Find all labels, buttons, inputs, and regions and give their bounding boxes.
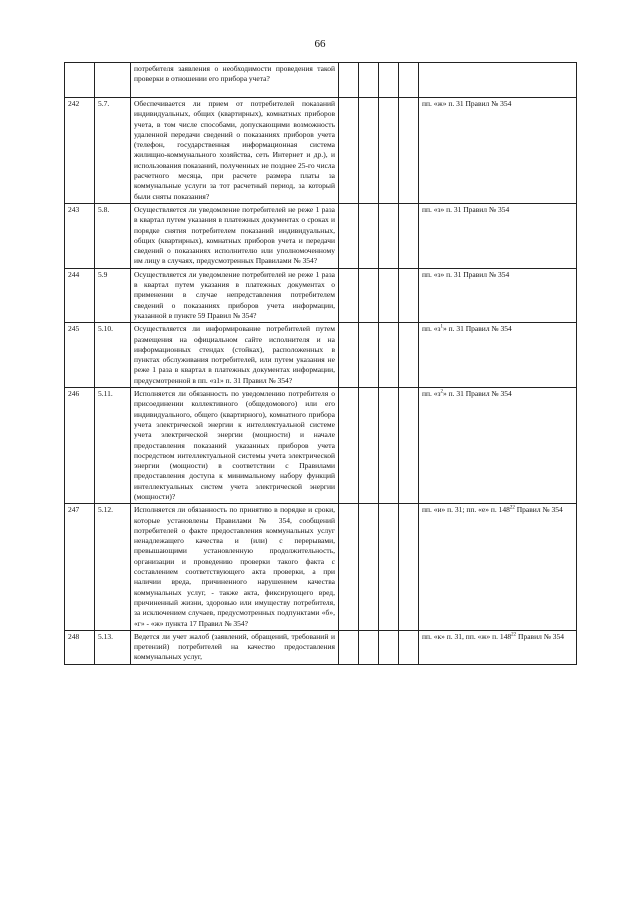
question-text: Осуществляется ли уведомление потребителей не реже 1 раза в квартал путем указания в платежных документах о сроках и порядке снятия потребителем показаний индивидуальных, общих (квартирных), комнатных приборов учета и передачи сведений о показаниях исполнителю или уполномоченному им лицу в случаях, предусмотренных Правилами № 354?: [131, 203, 339, 268]
legal-reference: [419, 388, 577, 504]
answer-no-cell: [359, 203, 379, 268]
answer-yes-cell: [339, 63, 359, 98]
item-number: 5.7.: [95, 98, 131, 204]
answer-yes-cell: [339, 98, 359, 204]
answer-na-cell: [379, 323, 399, 388]
table-row: [65, 268, 577, 322]
answer-note-cell: [399, 388, 419, 504]
question-text: Исполняется ли обязанность по принятию в порядке и сроки, которые установлены Правилами № 354, сообщений потребителей о факте предоставления коммунальных услуг ненадлежащего качества и (или) с перерывами, превышающими установленную продолжительность, организации и проведению проверки такого факта с составлением соответствующего акта проверки, а при наличии вреда, причиненного нарушением качества коммунальных услуг, - также акта, фиксирующего вред, причиненный жизни, здоровью или имуществу потребителя, за исключением случаев, предусмотренных подпунктами «б», «г» - «ж» пункта 17 Правил № 354?: [131, 504, 339, 631]
answer-yes-cell: [339, 323, 359, 388]
answer-yes-cell: [339, 388, 359, 504]
page-number: 66: [314, 38, 326, 50]
answer-yes-cell: [339, 203, 359, 268]
answer-na-cell: [379, 268, 399, 322]
ref-superscript: 22: [509, 505, 515, 511]
answer-note-cell: [399, 504, 419, 631]
legal-reference: пп. «ж» п. 31 Правил № 354: [419, 98, 577, 204]
question-text: Осуществляется ли информирование потребителей путем размещения на официальном сайте исполнителя и на информационных стендах (стойках), расположенных в пунктах обслуживания потребителей, или путем указания не реже 1 раза в квартал в платежных документах информации, предусмотренной в пп. «з1» п. 31 Правил № 354?: [131, 323, 339, 388]
answer-no-cell: [359, 630, 379, 664]
row-number: 245: [65, 323, 95, 388]
ref-text: пп. «к» п. 31, пп. «ж» п. 148: [422, 631, 512, 641]
legal-reference: [419, 63, 577, 98]
ref-superscript: 1: [440, 324, 443, 330]
answer-note-cell: [399, 630, 419, 664]
row-number: 243: [65, 203, 95, 268]
item-number: 5.11.: [95, 388, 131, 504]
answer-no-cell: [359, 323, 379, 388]
answer-no-cell: [359, 98, 379, 204]
table-row: [65, 630, 577, 664]
checklist-table: [64, 62, 577, 665]
answer-yes-cell: [339, 504, 359, 631]
question-text: Осуществляется ли уведомление потребителей не реже 1 раза в квартал путем указания в платежных документах о применении в случае непредставления потребителем сведений о показаниях приборов учета информации, указанной в пункте 59 Правил № 354?: [131, 268, 339, 322]
row-number: 244: [65, 268, 95, 322]
legal-reference: пп. «з» п. 31 Правил № 354: [419, 268, 577, 322]
answer-note-cell: [399, 98, 419, 204]
answer-yes-cell: [339, 630, 359, 664]
answer-na-cell: [379, 98, 399, 204]
answer-na-cell: [379, 63, 399, 98]
legal-reference: [419, 630, 577, 664]
ref-text: » п. 31 Правил № 354: [443, 389, 512, 399]
table-row: [65, 203, 577, 268]
question-text: потребителя заявления о необходимости проведения такой проверки в отношении его прибора учета?: [131, 63, 339, 98]
table-row: [65, 388, 577, 504]
row-number: 242: [65, 98, 95, 204]
legal-reference: [419, 323, 577, 388]
ref-text: пп. «з: [422, 389, 441, 399]
question-text: Исполняется ли обязанность по уведомлению потребителя о присоединении коллективного (общедомового) или его индивидуального, общего (квартирного), комнатного прибора учета электрической энергии к интеллектуальной системе учета электрической энергии (мощности) и начале предоставления показаний указанных приборов учета посредством интеллектуальной системы учета электрической энергии (мощности) в соответствии с Правилами предоставления доступа к минимальному набору функций интеллектуальных систем учета электрической энергии (мощности)?: [131, 388, 339, 504]
row-number: 248: [65, 630, 95, 664]
item-number: 5.9: [95, 268, 131, 322]
ref-text: Правил № 354: [514, 505, 563, 515]
ref-superscript: 2: [440, 389, 443, 395]
answer-note-cell: [399, 63, 419, 98]
table-row: [65, 323, 577, 388]
item-number: 5.8.: [95, 203, 131, 268]
answer-note-cell: [399, 268, 419, 322]
row-number: 246: [65, 388, 95, 504]
legal-reference: пп. «з» п. 31 Правил № 354: [419, 203, 577, 268]
item-number: 5.13.: [95, 630, 131, 664]
answer-no-cell: [359, 388, 379, 504]
row-number: 247: [65, 504, 95, 631]
ref-text: пп. «з: [422, 324, 441, 334]
answer-no-cell: [359, 268, 379, 322]
table-row: [65, 504, 577, 631]
answer-no-cell: [359, 63, 379, 98]
row-number: [65, 63, 95, 98]
answer-no-cell: [359, 504, 379, 631]
item-number: [95, 63, 131, 98]
answer-na-cell: [379, 388, 399, 504]
answer-note-cell: [399, 323, 419, 388]
answer-na-cell: [379, 504, 399, 631]
answer-note-cell: [399, 203, 419, 268]
ref-text: » п. 31 Правил № 354: [443, 324, 512, 334]
ref-text: Правил № 354: [516, 631, 564, 641]
table-row: [65, 63, 577, 98]
table-row: [65, 98, 577, 204]
answer-na-cell: [379, 630, 399, 664]
item-number: 5.12.: [95, 504, 131, 631]
ref-superscript: 22: [511, 632, 517, 638]
answer-yes-cell: [339, 268, 359, 322]
answer-na-cell: [379, 203, 399, 268]
question-text: Обеспечивается ли прием от потребителей показаний индивидуальных, общих (квартирных), комнатных приборов учета, в том числе способами, допускающими возможность удаленной передачи сведений о показаниях приборов учета (телефон, государственная информационная система жилищно-коммунального хозяйства, сеть Интернет и др.), и использования показаний, полученных не позднее 25-го числа расчетного месяца, при расчете размера платы за коммунальные услуги за тот расчетный период, за который были сняты показания?: [131, 98, 339, 204]
question-text: Ведется ли учет жалоб (заявлений, обращений, требований и претензий) потребителей на качество предоставления коммунальных услуг,: [131, 630, 339, 664]
item-number: 5.10.: [95, 323, 131, 388]
legal-reference: [419, 504, 577, 631]
ref-text: пп. «и» п. 31; пп. «е» п. 148: [422, 505, 510, 515]
